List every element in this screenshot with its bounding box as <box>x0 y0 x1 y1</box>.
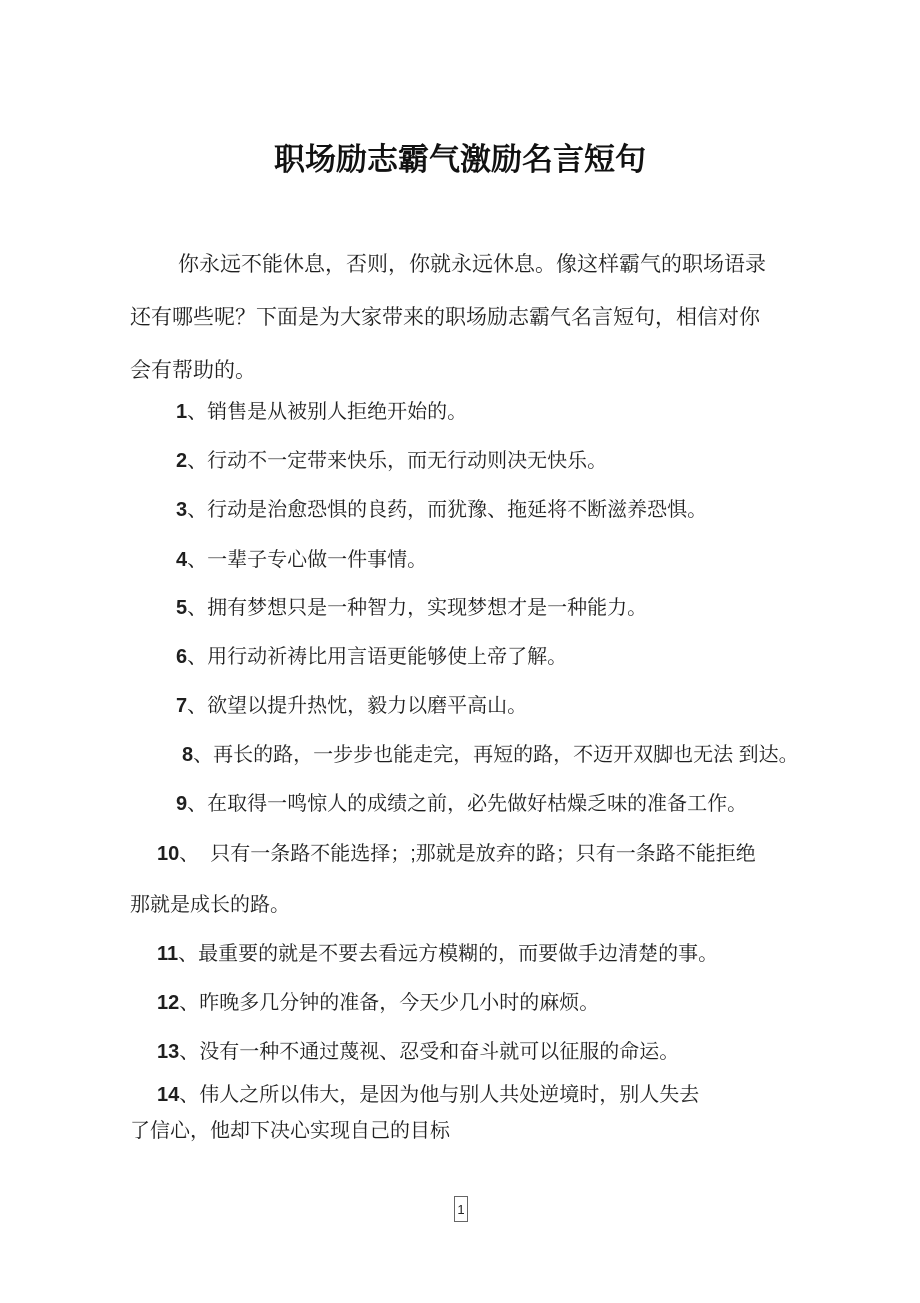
quote-separator: 、 <box>179 1084 200 1106</box>
quote-number: 3 <box>176 499 188 521</box>
quote-separator: 、 <box>187 646 208 668</box>
quote-text-continued: 了信心，他却下决心实现自己的目标 <box>130 1120 450 1142</box>
quote-text: 销售是从被别人拒绝开始的。 <box>207 401 468 423</box>
quote-number: 9 <box>176 793 188 815</box>
quote-text: 欲望以提升热忱，毅力以磨平高山。 <box>207 695 528 717</box>
quote-text: 最重要的就是不要去看远方模糊的，而要做手边清楚的事。 <box>198 943 719 965</box>
quote-text: 在取得一鸣惊人的成绩之前，必先做好枯燥乏味的准备工作。 <box>207 793 748 815</box>
quote-text-continued: 那就是成长的路。 <box>130 894 290 916</box>
quote-number: 10 <box>157 843 180 865</box>
quote-number: 5 <box>176 597 188 619</box>
quote-item-11 <box>130 929 798 980</box>
quote-text: 用行动祈祷比用言语更能够使上帝了解。 <box>207 646 568 668</box>
quote-item-5 <box>130 583 798 634</box>
quote-number: 12 <box>157 992 180 1014</box>
quote-text: 拥有梦想只是一种智力，实现梦想才是一种能力。 <box>207 597 648 619</box>
quote-number: 8 <box>182 744 194 766</box>
quote-item-3 <box>130 485 798 536</box>
quote-separator: 、 <box>178 943 199 965</box>
quote-item-6 <box>130 632 798 683</box>
intro-paragraph <box>130 238 798 397</box>
quote-item-10 <box>130 829 798 931</box>
quote-item-12 <box>130 978 798 1029</box>
quote-number: 4 <box>176 549 188 571</box>
quote-text: 昨晚多几分钟的准备，今天少几小时的麻烦。 <box>199 992 600 1014</box>
quote-number: 1 <box>176 401 188 423</box>
quote-number: 2 <box>176 450 188 472</box>
quote-separator: 、 <box>187 450 208 472</box>
quote-separator: 、 <box>187 695 208 717</box>
quote-item-4 <box>130 535 798 586</box>
quote-number: 6 <box>176 646 188 668</box>
quote-separator: 、 <box>179 992 200 1014</box>
quote-number: 13 <box>157 1041 180 1063</box>
quote-separator: 、 <box>187 793 208 815</box>
quote-number: 7 <box>176 695 188 717</box>
quote-separator: 、 <box>187 549 208 571</box>
quote-text: 伟人之所以伟大，是因为他与别人共处逆境时，别人失去 <box>199 1084 700 1106</box>
quote-item-9 <box>130 779 798 830</box>
quote-text: 再长的路，一步步也能走完，再短的路，不迈开双脚也无法 到达。 <box>213 744 799 766</box>
quote-text: 行动是治愈恐惧的良药，而犹豫、拖延将不断滋养恐惧。 <box>207 499 708 521</box>
quote-number: 14 <box>157 1084 180 1106</box>
intro-line-2: 还有哪些呢？下面是为大家带来的职场励志霸气名言短句，相信对你 <box>130 306 760 329</box>
quote-item-7 <box>130 681 798 732</box>
quote-separator: 、 <box>187 597 208 619</box>
quote-item-1 <box>130 387 798 438</box>
page-number-frame <box>454 1196 468 1222</box>
page-title: 职场励志霸气激励名言短句 <box>274 142 646 177</box>
page-number: 1 <box>457 1201 465 1217</box>
quote-text: 一辈子专心做一件事情。 <box>207 549 428 571</box>
quote-item-8 <box>130 730 798 781</box>
quote-text: 只有一条路不能选择；;那就是放弃的路；只有一条路不能拒绝 <box>210 843 756 865</box>
quote-text: 行动不一定带来快乐，而无行动则决无快乐。 <box>207 450 608 472</box>
intro-line-3: 会有帮助的。 <box>130 359 256 382</box>
quote-separator: 、 <box>179 843 200 865</box>
quote-separator: 、 <box>187 499 208 521</box>
quote-item-2 <box>130 436 798 487</box>
quote-separator: 、 <box>187 401 208 423</box>
quote-separator: 、 <box>193 744 214 766</box>
quote-number: 11 <box>157 943 179 965</box>
quote-item-13 <box>130 1027 798 1078</box>
quote-item-14 <box>130 1077 798 1149</box>
quote-separator: 、 <box>179 1041 200 1063</box>
intro-line-1: 你永远不能休息，否则，你就永远休息。像这样霸气的职场语录 <box>178 253 766 276</box>
quote-text: 没有一种不通过蔑视、忍受和奋斗就可以征服的命运。 <box>199 1041 680 1063</box>
